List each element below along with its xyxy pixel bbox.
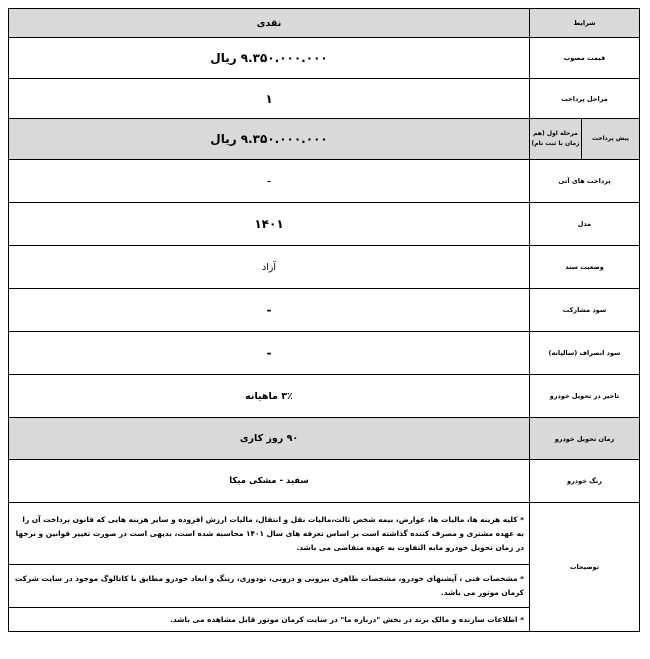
row-delivery-delay — [9, 375, 640, 418]
note-item: * کلیه هزینه ها، مالیات ها، عوارض، بیمه شخص ثالث،مالیات نقل و انتقال، مالیات ارزش افزوده و سایر هزینه هایی که قانون پرداخت آن را به عهده مشتری و مصرف کننده گذاشته است بر اساس تعرفه های سال ۱۴۰۱ محاسبه شده است، بدیهی است در صورت تغییر قوانین و نرخها در زمان تحویل خودرو مابه التفاوت به عهده متقاضی می باشد. — [9, 503, 530, 565]
row-payment-stages — [9, 79, 640, 119]
row-delivery-time — [9, 418, 640, 460]
participation-profit-label: سود مشارکت — [530, 289, 640, 332]
approved-price-value: ۹.۳۵۰.۰۰۰.۰۰۰ ریال — [9, 38, 530, 79]
prepayment-group-label: پیش پرداخت — [582, 119, 640, 160]
notes-label: توضیحات — [530, 503, 640, 632]
row-participation-profit — [9, 289, 640, 332]
document-status-value: آزاد — [9, 246, 530, 289]
document-status-label: وضعیت سند — [530, 246, 640, 289]
future-payments-value: - — [9, 160, 530, 203]
model-value: ۱۴۰۱ — [9, 203, 530, 246]
delivery-delay-label: تاخیر در تحویل خودرو — [530, 375, 640, 418]
sales-conditions-table — [8, 8, 640, 632]
delivery-time-label: زمان تحویل خودرو — [530, 418, 640, 460]
row-model — [9, 203, 640, 246]
row-future-payments — [9, 160, 640, 203]
cancellation-profit-value: - — [9, 332, 530, 375]
row-document-status — [9, 246, 640, 289]
delivery-time-value: ۹۰ روز کاری — [9, 418, 530, 460]
row-approved-price — [9, 38, 640, 79]
sales-conditions-sheet — [8, 8, 640, 632]
row-car-color — [9, 460, 640, 503]
payment-stages-label: مراحل پرداخت — [530, 79, 640, 119]
conditions-value: نقدی — [9, 9, 530, 38]
prepayment-stage-label: مرحله اول (هم زمان با ثبت نام) — [530, 119, 582, 160]
car-color-value: سفید - مشکی میکا — [9, 460, 530, 503]
conditions-label: شرایط — [530, 9, 640, 38]
prepayment-value: ۹.۳۵۰.۰۰۰.۰۰۰ ریال — [9, 119, 530, 160]
row-cancellation-profit — [9, 332, 640, 375]
row-conditions — [9, 9, 640, 38]
row-note-1 — [9, 503, 640, 565]
approved-price-label: قیمت مصوب — [530, 38, 640, 79]
cancellation-profit-label: سود انصراف (سالیانه) — [530, 332, 640, 375]
payment-stages-value: ۱ — [9, 79, 530, 119]
row-prepayment — [9, 119, 640, 160]
model-label: مدل — [530, 203, 640, 246]
note-item: * مشخصات فنی ، آپشنهای خودرو، مشخصات ظاهری بیرونی و درونی، تودوزی، رینگ و ابعاد خودرو مطابق با کاتالوگ موجود در سایت شرکت کرمان موتور می باشد. — [9, 565, 530, 608]
participation-profit-value: - — [9, 289, 530, 332]
car-color-label: رنگ خودرو — [530, 460, 640, 503]
delivery-delay-value: ۳٪ ماهیانه — [9, 375, 530, 418]
future-payments-label: پرداخت های آتی — [530, 160, 640, 203]
note-item: * اطلاعات سازنده و مالک برند در بخش "درباره ما" در سایت کرمان موتور قابل مشاهده می باشد. — [9, 608, 530, 632]
